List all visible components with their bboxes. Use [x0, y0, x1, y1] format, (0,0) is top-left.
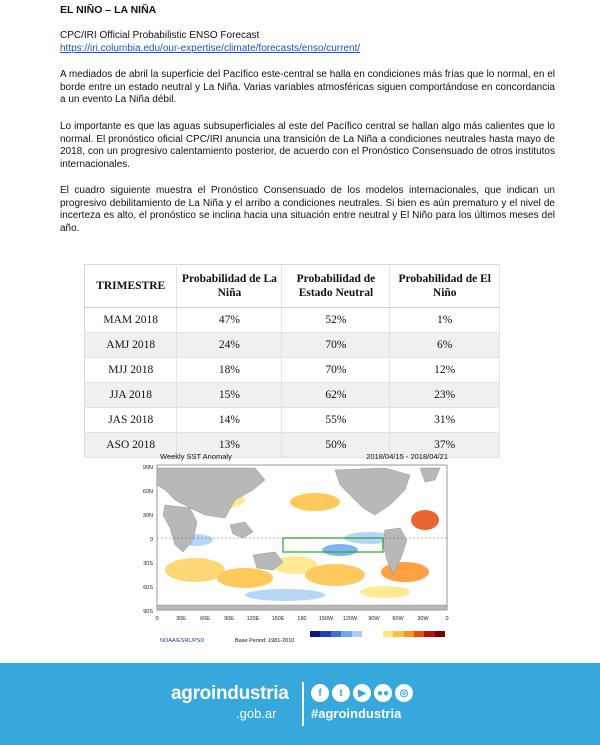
color-scale-swatch [372, 631, 382, 637]
lon-label: 150E [271, 616, 285, 622]
cell-neutral: 50% [282, 433, 390, 458]
forecast-table [84, 264, 500, 458]
table-row [85, 383, 500, 408]
map-date-range: 2018/04/15 - 2018/04/21 [366, 452, 448, 461]
color-scale-swatch [362, 631, 372, 637]
cell-neutral: 55% [282, 408, 390, 433]
color-scale-swatch [393, 631, 403, 637]
cell-trimestre: JAS 2018 [85, 408, 177, 433]
lon-label: 180 [297, 616, 307, 622]
color-scale-swatch [435, 631, 445, 637]
color-scale-swatch [310, 631, 320, 637]
lon-label: 30W [417, 616, 429, 622]
cell-trimestre: ASO 2018 [85, 433, 177, 458]
cell-la-nina: 14% [177, 408, 282, 433]
twitter-icon[interactable]: t [332, 684, 350, 702]
lat-label: 30N [142, 513, 153, 519]
cell-el-nino: 23% [390, 383, 500, 408]
cell-la-nina: 18% [177, 358, 282, 383]
lat-label: 90S [143, 609, 153, 615]
cell-neutral: 70% [282, 333, 390, 358]
cell-trimestre: AMJ 2018 [85, 333, 177, 358]
lon-label: 120E [246, 616, 260, 622]
color-scale-swatch [320, 631, 330, 637]
lat-label: 90N [142, 465, 153, 471]
instagram-icon[interactable]: ◎ [395, 684, 413, 702]
lat-label: 0 [149, 537, 153, 543]
cell-la-nina: 24% [177, 333, 282, 358]
cell-neutral: 70% [282, 358, 390, 383]
lat-label: 60N [142, 489, 153, 495]
paragraph-1: A mediados de abril la superficie del Pacífico este-central se halla en condiciones más frías que lo normal, en el borde entre un estado neutral y La Niña. Varias variables atmosféricas siguen comportándose en concordancia a un evento La Niña débil. [60, 69, 555, 105]
brand-domain: .gob.ar [236, 706, 277, 721]
table-row [85, 308, 500, 333]
source-name: CPC/IRI Official Probabilistic ENSO Forecast [60, 30, 260, 41]
lon-label: 30E [176, 616, 186, 622]
table-row [85, 333, 500, 358]
lon-label: 120W [342, 616, 358, 622]
cell-trimestre: MAM 2018 [85, 308, 177, 333]
map-base-period: Base Period: 1981-2010 [235, 638, 295, 644]
paragraph-2: Lo importante es que las aguas subsuperficiales al este del Pacífico central se hallan algo más calientes que lo normal. El pronóstico oficial CPC/IRI anuncia una transición de La Niña a condiciones neutrales hasta mayo de 2018, con un progresivo calentamiento posterior, de acuerdo con el Pronóstico Consensuado de otros institutos internacionales. [60, 121, 555, 170]
color-scale-swatch [341, 631, 351, 637]
header-la-nina: Probabilidad de La Niña [177, 265, 282, 308]
map-title: Weekly SST Anomaly [160, 452, 232, 461]
cell-trimestre: JJA 2018 [85, 383, 177, 408]
lon-label: 60W [392, 616, 404, 622]
cell-la-nina: 13% [177, 433, 282, 458]
color-scale-swatch [383, 631, 393, 637]
brand-logo: agroindustria [171, 683, 289, 704]
cell-el-nino: 6% [390, 333, 500, 358]
lon-label: 90W [368, 616, 380, 622]
cell-el-nino: 31% [390, 408, 500, 433]
source-link[interactable]: https://iri.columbia.edu/our-expertise/climate/forecasts/enso/current/ [60, 43, 361, 54]
lon-label: 0 [155, 616, 159, 622]
cell-la-nina: 47% [177, 308, 282, 333]
table-header-row [85, 265, 500, 308]
youtube-icon[interactable]: ▶ [353, 684, 371, 702]
lat-label: 60S [143, 585, 153, 591]
cell-la-nina: 15% [177, 383, 282, 408]
color-scale-swatch [424, 631, 434, 637]
lon-label: 60E [200, 616, 210, 622]
table-row [85, 408, 500, 433]
cell-neutral: 52% [282, 308, 390, 333]
flickr-icon[interactable]: ●● [374, 684, 392, 702]
lon-label: 150W [318, 616, 334, 622]
footer-divider [302, 682, 304, 726]
cell-trimestre: MJJ 2018 [85, 358, 177, 383]
cell-el-nino: 1% [390, 308, 500, 333]
map-credit: NOAA/ESRL/PSD [160, 638, 205, 644]
lon-label: 90E [224, 616, 234, 622]
sst-map-image [135, 460, 460, 630]
sst-anomaly-map [135, 450, 460, 650]
paragraph-3: El cuadro siguiente muestra el Pronóstico Consensuado de los modelos internacionales, que indican un progresivo debilitamiento de La Niña y el arribo a condiciones neutrales. Si bien es aún prematuro y el nivel de incerteza es alto, el pronóstico se inclina hacia una situación entre neutral y El Niño para los últimos meses del año. [60, 185, 555, 234]
cell-el-nino: 12% [390, 358, 500, 383]
cell-el-nino: 37% [390, 433, 500, 458]
social-icons [311, 684, 413, 702]
hashtag: #agroindustria [311, 706, 402, 721]
header-el-nino: Probabilidad de El Niño [390, 265, 500, 308]
color-scale-swatch [352, 631, 362, 637]
color-scale-swatch [404, 631, 414, 637]
color-scale-swatch [331, 631, 341, 637]
header-neutral: Probabilidad de Estado Neutral [282, 265, 390, 308]
page-title: EL NIÑO – LA NIÑA [60, 4, 157, 16]
lat-label: 30S [143, 561, 153, 567]
footer-banner [0, 663, 600, 745]
facebook-icon[interactable]: f [311, 684, 329, 702]
cell-neutral: 62% [282, 383, 390, 408]
header-trimestre: TRIMESTRE [85, 265, 177, 308]
table-row [85, 358, 500, 383]
color-scale-bar [310, 631, 445, 637]
lon-label: 0 [445, 616, 449, 622]
color-scale-swatch [414, 631, 424, 637]
